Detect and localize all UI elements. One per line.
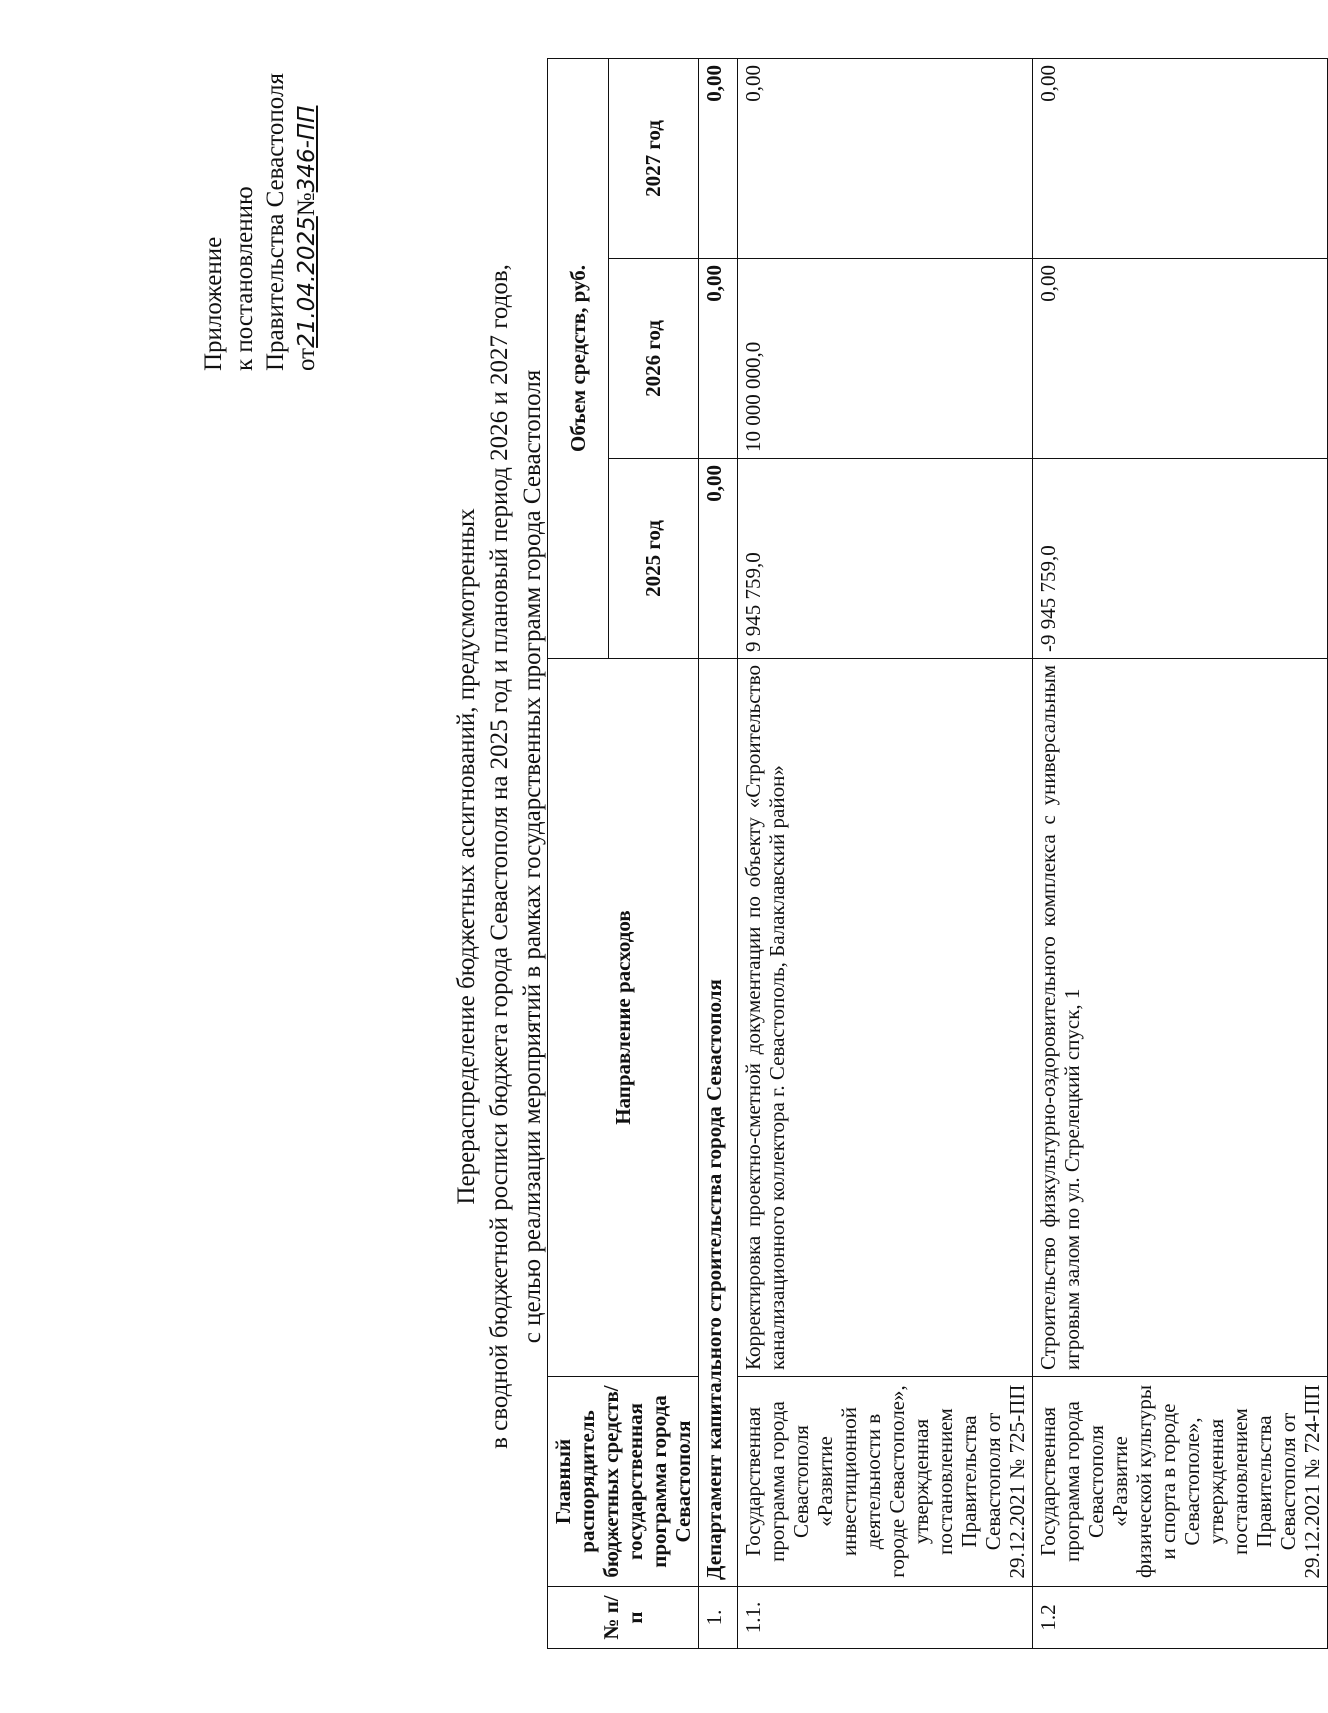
row-num: 1.2 [1033,1587,1328,1649]
approval-line: Приложение [200,236,227,371]
section-row [699,58,738,1648]
table-row [738,58,1033,1648]
heading-line: Перераспределение бюджетных ассигнований, предусмотренных [453,508,480,1205]
heading-line: с целью реализации мероприятий в рамках государственных программ города Севастополя [519,369,546,1344]
row-2026: 10 000 000,0 [738,259,1033,459]
document-heading [450,40,549,1673]
header-2025: 2025 год [608,459,698,659]
heading-line: в сводной бюджетной росписи бюджета города Севастополя на 2025 год и плановый период 2026 и 2027 годов, [486,264,513,1449]
section-num: 1. [699,1587,738,1649]
budget-table [547,58,1328,1649]
row-2027: 0,00 [738,58,1033,258]
row-2025: -9 945 759,0 [1033,459,1328,659]
row-2025: 9 945 759,0 [738,459,1033,659]
header-manager: Главный распорядитель бюджетных средств/государственная программа города Севастополя [548,1377,699,1587]
approval-number: 346-ПП [294,105,320,193]
approval-stamp [198,41,323,371]
row-direction: Корректировка проектно-сметной документации по объекту «Строительство канализационного коллектора г. Севастополь, Балаклавский район» [738,659,1033,1377]
row-2027: 0,00 [1033,58,1328,258]
section-2027: 0,00 [699,58,738,258]
row-direction: Строительство физкультурно-оздоровительного комплекса с универсальным игровым залом по ул. Стрелецкий спуск, 1 [1033,659,1328,1377]
table-header-row [548,58,609,1648]
header-volume: Объем средств, руб. [548,58,609,658]
header-num: № п/п [548,1587,699,1649]
header-2026: 2026 год [608,259,698,459]
approval-date: 21.04.2025 [294,216,320,348]
number-prefix: № [293,192,320,217]
row-manager: Государственная программа города Севастополя «Развитие физической культуры и спорта в городе Севастополе», утвержденная постановлением Правительства Севастополя от 29.12.2021 № 724-ПП [1033,1377,1328,1587]
section-2026: 0,00 [699,259,738,459]
header-direction: Направление расходов [548,659,699,1377]
approval-line: к постановлению [231,186,258,371]
section-title: Департамент капитального строительства города Севастополя [699,659,738,1587]
approval-line: Правительства Севастополя [262,73,289,371]
row-num: 1.1. [738,1587,1033,1649]
header-2027: 2027 год [608,58,698,258]
row-manager: Государственная программа города Севастополя «Развитие инвестиционной деятельности в городе Севастополе», утвержденная постановлением Правительства Севастополя от 29.12.2021 № 725-ПП [738,1377,1033,1587]
section-2025: 0,00 [699,459,738,659]
row-2026: 0,00 [1033,259,1328,459]
date-prefix: от [293,347,320,371]
approval-date-line [291,41,323,371]
table-row [1033,58,1328,1648]
